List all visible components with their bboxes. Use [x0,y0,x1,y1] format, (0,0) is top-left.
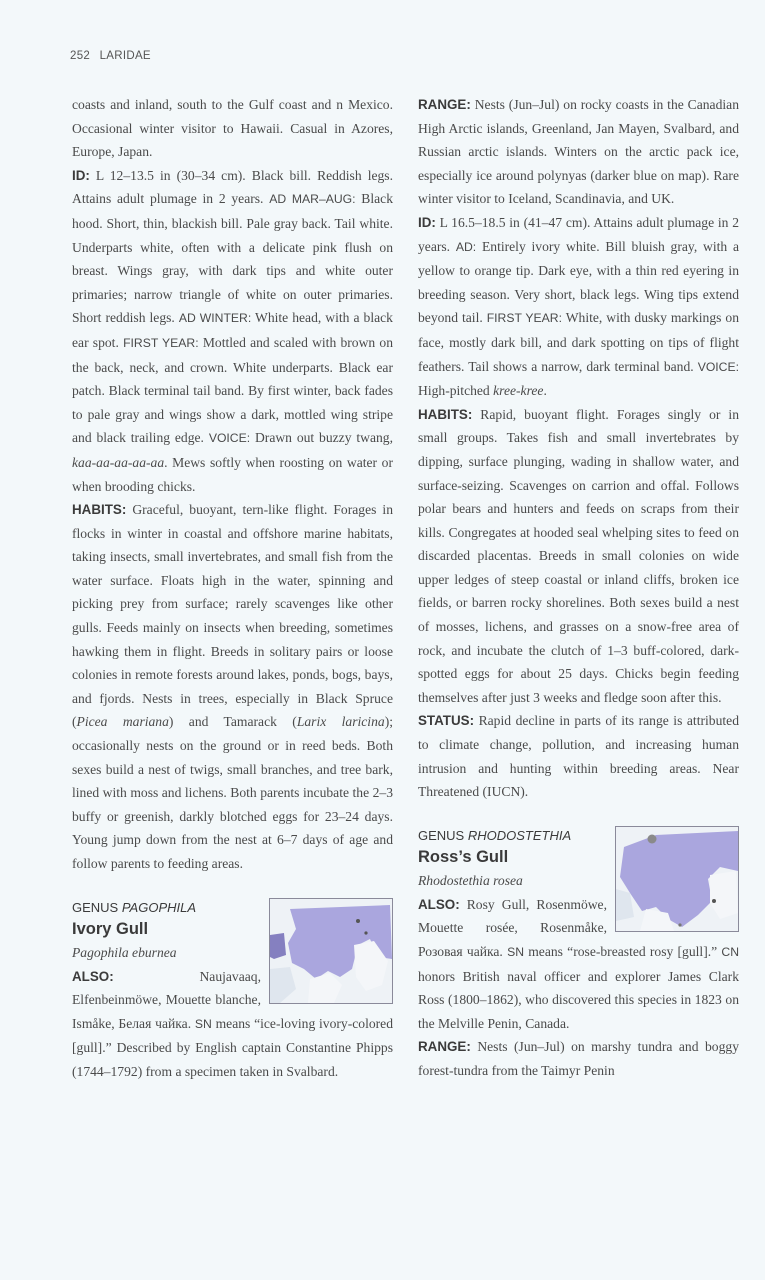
first-year-label: FIRST YEAR: [123,335,199,350]
call-text: kaa-aa-aa-aa-aa [72,454,165,470]
range-label: RANGE: [418,97,471,112]
species-name: Larix laricina [296,714,385,730]
common-name: Ivory Gull [72,919,149,938]
running-head [70,50,151,62]
also-label: ALSO: [72,968,114,984]
id-paragraph [72,164,393,498]
id-text: . [543,383,547,399]
first-year-label: FIRST YEAR: [486,311,562,326]
ad-label: AD MAR–AUG: [269,192,356,207]
ross-gull-range-map [615,826,739,932]
id-label: ID: [418,214,436,230]
habits-paragraph [72,498,393,876]
arctic-map-icon [270,899,392,1003]
habits-text: Graceful, buoyant, tern-like flight. Forages in flocks in winter in coastal and offshore marine habitats, taking insects, small invertebrates, and small fish from the water surface. Floats high in the water, spinning and picking prey from surface; rarely scavenges like other gulls. Feeds mainly on insects when breeding, sometimes hawking them in flight. Breeds in solitary pairs or loose colonies in remote forests around lakes, ponds, bogs, bays, and fjords. Nests in trees, especially in Black Spruce ( [72,502,393,730]
id-text: L 12–13.5 in (30–34 cm). Black bill. Reddish legs. Attains adult plumage in 2 years. [72,167,393,207]
sn-label: SN [194,1016,212,1031]
range-text: Nests (Jun–Jul) on marshy tundra and boggy forest-tundra from the Taimyr Penin [418,1039,739,1078]
id-text: White head, with a black ear spot. [72,310,393,350]
ad-winter-label: AD WINTER: [178,311,252,326]
species-name: Picea mariana [76,714,169,730]
ross-gull-entry [418,826,739,1083]
range-label: RANGE: [418,1039,471,1055]
status-text: Rapid decline in parts of its range is attributed to climate change, pollution, and increasing human intrusion and hunting within breeding areas. Near Threatened (IUCN). [418,713,739,800]
also-label: ALSO: [418,896,460,912]
cn-label: CN [721,945,739,959]
page-number: 252 [70,50,91,62]
ivory-gull-range-map [269,898,393,1004]
also-text: Naujavaaq, Elfenbeinmöwe, Mouette blanche, Ismåke, Белая чайка. [72,968,261,1031]
also-text: means “rose-breasted rosy [gull].” [524,944,722,959]
id-text: High-pitched [418,383,494,399]
genus-name: PAGOPHILA [121,899,197,915]
id-text: L 16.5–18.5 in (41–47 cm). Attains adult plumage in 2 years. [418,214,739,254]
status-label: STATUS: [418,713,475,729]
also-text: Rosy Gull, Rosenmöwe, Mouette rosée, Rosenmåke, Розовая чайка. [418,896,607,959]
habits-paragraph [418,403,739,710]
habits-label: HABITS: [418,406,473,422]
habits-text: ); occasionally nests on the ground or in reed beds. Both sexes build a nest of twigs, small branches, and tree bark, lined with moss and lichens. Both parents incubate the 2–3 buffy or greenish, darkly blotched eggs for 23–24 days. Young jump down from the nest at 6–7 days of age and follow parents to feeding areas. [72,714,393,871]
scientific-name: Rhodostethia rosea [418,872,523,888]
left-column [72,93,393,1084]
id-text: Drawn out buzzy twang, [250,430,393,446]
range-paragraph [418,1035,739,1082]
habits-text: Rapid, buoyant flight. Forages singly or in small groups. Takes fish and small invertebrates by dipping, surface plunging, wading in shallow water, and surface-seizing. Scavenges on carrion and offal. Follows polar bears and hunters and feeds on scraps from their kills. Congregates at hooded seal whelping sites to feed on discarded placentas. Breeds in small colonies on wide upper ledges of steep coastal or inland cliffs, broken ice fields, or barren rocky shorelines. Both sexes build a nest of mosses, lichens, and grasses on a snow-free area of rock, and incubate the clutch of 1–3 buff-colored, dark-spotted eggs for about 25 days. Chicks begin feeding themselves after just 3 weeks and fledge soon after this. [418,406,739,705]
common-name: Ross’s Gull [418,847,509,866]
scientific-name: Pagophila eburnea [72,944,177,960]
right-column [418,93,739,1083]
habits-text: ) and Tamarack ( [168,714,297,730]
arctic-map-icon [616,827,738,931]
habits-label: HABITS: [72,502,127,518]
sn-label: SN [507,945,524,959]
range-paragraph [418,93,739,211]
id-text: White, with dusky markings on face, mostly dark bill, and dark spotting on tips of flight feathers. Tail shows a narrow, dark terminal band. [418,310,739,374]
also-text: means “ice-loving ivory-colored [gull].” Described by English captain Constantine Phipps (1744–1792) from a specimen taken in Svalbard. [72,1015,393,1079]
status-paragraph [418,709,739,803]
genus-label: GENUS [418,827,468,843]
id-paragraph [418,211,739,403]
continuation-paragraph: coasts and inland, south to the Gulf coast and n Mexico. Occasional winter visitor to Hawaii. Casual in Azores, Europe, Japan. [72,97,393,160]
genus-label: GENUS [72,899,122,915]
range-text: Nests (Jun–Jul) on rocky coasts in the Canadian High Arctic islands, Greenland, Jan Mayen, Svalbard, and Russian arctic islands. Winters on the arctic pack ice, especially ice around polynyas (darker blue on map). Rare winter visitor to Iceland, Scandinavia, and UK. [418,97,739,207]
call-text: kree-kree [493,383,544,399]
ad-label: AD: [455,239,477,254]
voice-label: VOICE: [697,359,739,374]
genus-name: RHODOSTETHIA [467,827,572,843]
id-label: ID: [72,167,90,183]
id-text: Black hood. Short, thin, blackish bill. Pale gray back. Tail white. Underparts white, often with a delicate pink flush on breast. Wings gray, with dark tips and white outer primaries; narrow triangle of white on outer primaries. Short reddish legs. [72,191,393,326]
ivory-gull-entry [72,898,393,1084]
also-text: honors British naval officer and explorer James Clark Ross (1800–1862), who discovered this species in 1823 on the Melville Penin, Canada. [418,968,739,1031]
id-text: Mottled and scaled with brown on the back, neck, and crown. White underparts. Black ear patch. Black terminal tail band. By first winter, back fades to pale gray and wings show a dark, mottled wing stripe and black trailing edge. [72,334,394,446]
voice-label: VOICE: [208,431,251,446]
section-title: LARIDAE [99,50,151,62]
id-text: Entirely ivory white. Bill bluish gray, with a yellow to orange tip. Dark eye, with a thin red eyering in breeding season. Very short, black legs. Wing tips extend beyond tail. [418,238,739,326]
id-text: . Mews softly when roosting on water or when brooding chicks. [72,454,393,494]
